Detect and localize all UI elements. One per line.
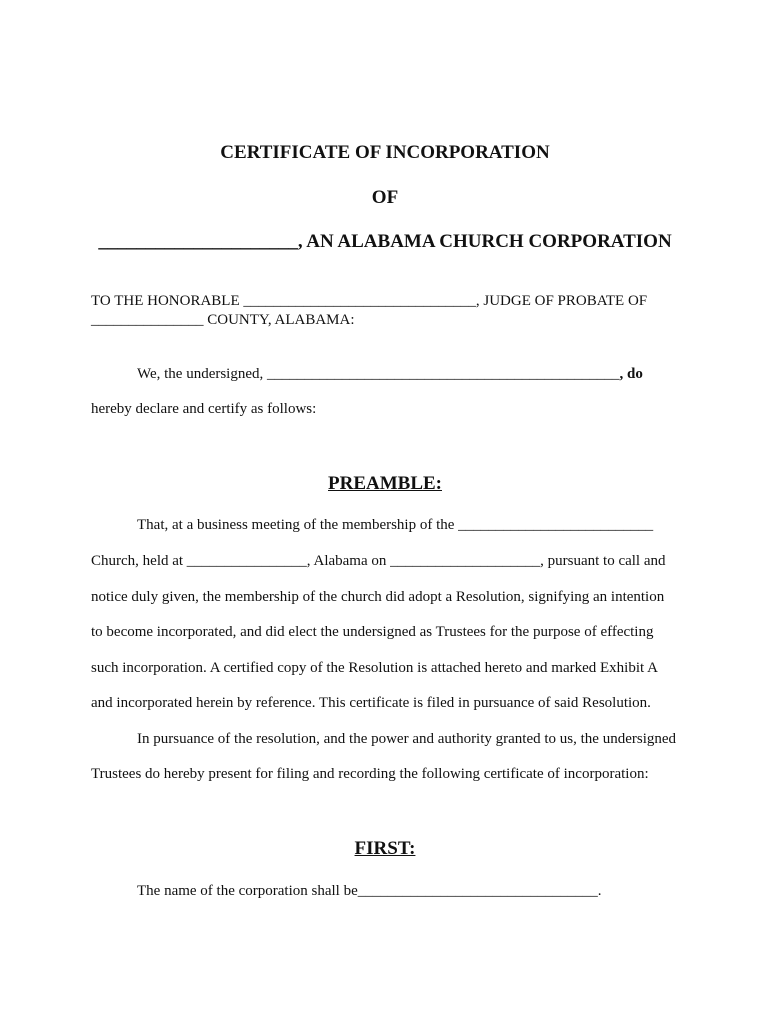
preamble-line: In pursuance of the resolution, and the power and authority granted to us, the undersigned [137,731,677,747]
preamble-line: That, at a business meeting of the membership of the __________________________ [137,517,654,533]
preamble-line: and incorporated herein by reference. This certificate is filed in pursuance of said Resolution. [91,695,651,711]
first-line: The name of the corporation shall be________________________________. [137,883,602,899]
document-title: CERTIFICATE OF INCORPORATION [220,142,550,163]
document-subtitle: _____________________, AN ALABAMA CHURCH CORPORATION [98,231,672,252]
intro-line-1-end: , do [619,366,643,382]
preamble-heading: PREAMBLE: [328,473,442,494]
preamble-line: notice duly given, the membership of the church did adopt a Resolution, signifying an intention [91,589,665,605]
intro-line-1-text: We, the undersigned, _______________________________________________ [137,366,620,382]
preamble-line: Church, held at ________________, Alabama on ____________________, pursuant to call and [91,553,666,569]
preamble-line: such incorporation. A certified copy of the Resolution is attached hereto and marked Exhibit A [91,660,658,676]
document-title-of: OF [371,187,399,208]
address-line-2: _______________ COUNTY, ALABAMA: [91,312,355,328]
preamble-line: to become incorporated, and did elect the undersigned as Trustees for the purpose of effecting [91,624,654,640]
intro-line-2: hereby declare and certify as follows: [91,401,317,417]
first-heading: FIRST: [354,838,416,859]
address-line-1: TO THE HONORABLE _______________________________, JUDGE OF PROBATE OF [91,293,648,309]
intro-line-1 [137,365,643,383]
preamble-line: Trustees do hereby present for filing and recording the following certificate of incorporation: [91,766,649,782]
